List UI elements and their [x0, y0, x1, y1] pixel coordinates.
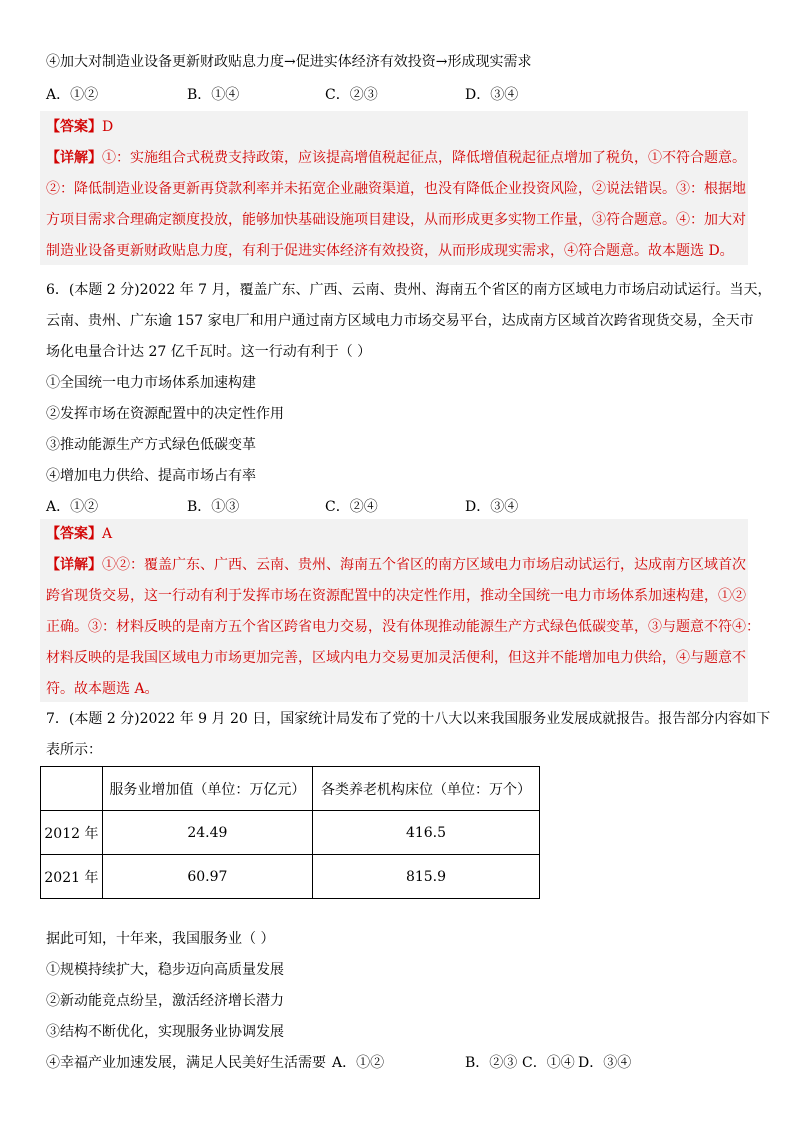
q5-detail-line-4: 制造业设备更新财政贴息力度，有利于促进实体经济有效投资，从而形成现实需求，④符合题意。故本题选 D。: [46, 243, 734, 259]
q6-answer: [46, 524, 112, 544]
q5-choice-a: A．①②: [46, 87, 99, 103]
q6-stem-line-2: 云南、贵州、广东逾 157 家电厂和用户通过南方区域电力市场交易平台，达成南方区域首次跨省现货交易，全天市: [46, 313, 754, 329]
q6-answer-block: [40, 519, 760, 702]
q7-last-line: [46, 1053, 746, 1073]
q7-data-table: [40, 766, 540, 899]
q5-choices: [46, 85, 746, 105]
q5-answer-block: [40, 111, 748, 265]
q7-option-3: ③结构不断优化，实现服务业协调发展: [46, 1024, 284, 1040]
q7-stem-line-2: 表所示：: [46, 742, 102, 758]
q5-choice-b: B．①④: [187, 87, 240, 103]
q5-detail-label: 【详解】: [46, 150, 102, 166]
q7-question: 据此可知，十年来，我国服务业（ ）: [46, 931, 275, 947]
q6-choice-a: A．①②: [46, 499, 99, 515]
q6-option-2: ②发挥市场在资源配置中的决定性作用: [46, 406, 284, 422]
table-cell: 60.97: [102, 855, 312, 899]
q7-stem-line-1: 7．(本题 2 分)2022 年 9 月 20 日，国家统计局发布了党的十八大以来我国服务业发展成就报告。报告部分内容如下: [46, 711, 771, 727]
q5-detail-line-2: ②：降低制造业设备更新再贷款利率并未拓宽企业融资渠道，也没有降低企业投资风险，②说法错误。③：根据地: [46, 181, 746, 197]
table-cell: 815.9: [312, 855, 539, 899]
table-header-cell: 服务业增加值（单位：万亿元）: [102, 767, 312, 811]
table-header-cell: 各类养老机构床位（单位：万个）: [312, 767, 539, 811]
q6-choice-b: B．①③: [187, 499, 240, 515]
q6-choice-d: D．③④: [465, 499, 519, 515]
q6-stem-line-1: 6．(本题 2 分)2022 年 7 月，覆盖广东、广西、云南、贵州、海南五个省区的南方区域电力市场启动试运行。当天，: [46, 282, 772, 298]
q5-choice-c: C．②③: [325, 87, 378, 103]
q6-option-4: ④增加电力供给、提高市场占有率: [46, 468, 256, 484]
table-header-cell: [41, 767, 103, 811]
q6-stem-line-3: 场化电量合计达 27 亿千瓦时。这一行动有利于（ ）: [46, 344, 372, 360]
table-cell: 2021 年: [41, 855, 103, 899]
q5-detail-line-3: 方项目需求合理确定额度投放，能够加快基础设施项目建设，从而形成更多实物工作量，③符合题意。④：加大对: [46, 212, 746, 228]
q6-choices: [46, 497, 746, 517]
q7-choice-c: C．①④: [522, 1055, 575, 1071]
q7-option-2: ②新动能竞点纷呈，激活经济增长潜力: [46, 993, 284, 1009]
q6-detail-line-4: 材料反映的是我国区域电力市场更加完善，区域内电力交易更加灵活便利，但这并不能增加电力供给，④与题意不: [46, 650, 746, 666]
table-row: [41, 855, 540, 899]
q5-answer-value: D: [102, 119, 114, 135]
table-row: [41, 811, 540, 855]
q7-choice-d: D．③④: [578, 1055, 632, 1071]
q5-answer-label: 【答案】: [46, 119, 102, 135]
q6-option-1: ①全国统一电力市场体系加速构建: [46, 375, 256, 391]
q6-detail-line-3: 正确。③：材料反映的是南方五个省区跨省电力交易，没有体现推动能源生产方式绿色低碳变革，③与题意不符④：: [46, 619, 760, 635]
q6-detail-line-2: 跨省现货交易，这一行动有利于发挥市场在资源配置中的决定性作用，推动全国统一电力市场体系加速构建，①②: [46, 588, 746, 604]
q5-detail-line-1: 【详解】①：实施组合式税费支持政策，应该提高增值税起征点，降低增值税起征点增加了税负，①不符合题意。: [46, 150, 746, 166]
q6-choice-c: C．②④: [325, 499, 378, 515]
q7-option-1: ①规模持续扩大，稳步迈向高质量发展: [46, 962, 284, 978]
q5-option-4: ④加大对制造业设备更新财政贴息力度→促进实体经济有效投资→形成现实需求: [46, 54, 532, 70]
q6-detail-label: 【详解】: [46, 557, 102, 573]
q7-choice-a: A．①②: [332, 1055, 385, 1071]
q7-choice-b: B．②③: [465, 1055, 518, 1071]
q5-choice-d: D．③④: [465, 87, 519, 103]
q7-option-4: ④幸福产业加速发展，满足人民美好生活需要: [46, 1055, 326, 1071]
q5-answer: [46, 117, 113, 137]
table-cell: 416.5: [312, 811, 539, 855]
q6-answer-label: 【答案】: [46, 526, 102, 542]
q6-detail-line-1: 【详解】①②：覆盖广东、广西、云南、贵州、海南五个省区的南方区域电力市场启动试运行，达成南方区域首次: [46, 557, 746, 573]
table-header-row: [41, 767, 540, 811]
table-cell: 2012 年: [41, 811, 103, 855]
q6-detail-line-5: 符。故本题选 A。: [46, 681, 159, 697]
q6-answer-value: A: [102, 526, 113, 542]
table-cell: 24.49: [102, 811, 312, 855]
q6-option-3: ③推动能源生产方式绿色低碳变革: [46, 437, 256, 453]
